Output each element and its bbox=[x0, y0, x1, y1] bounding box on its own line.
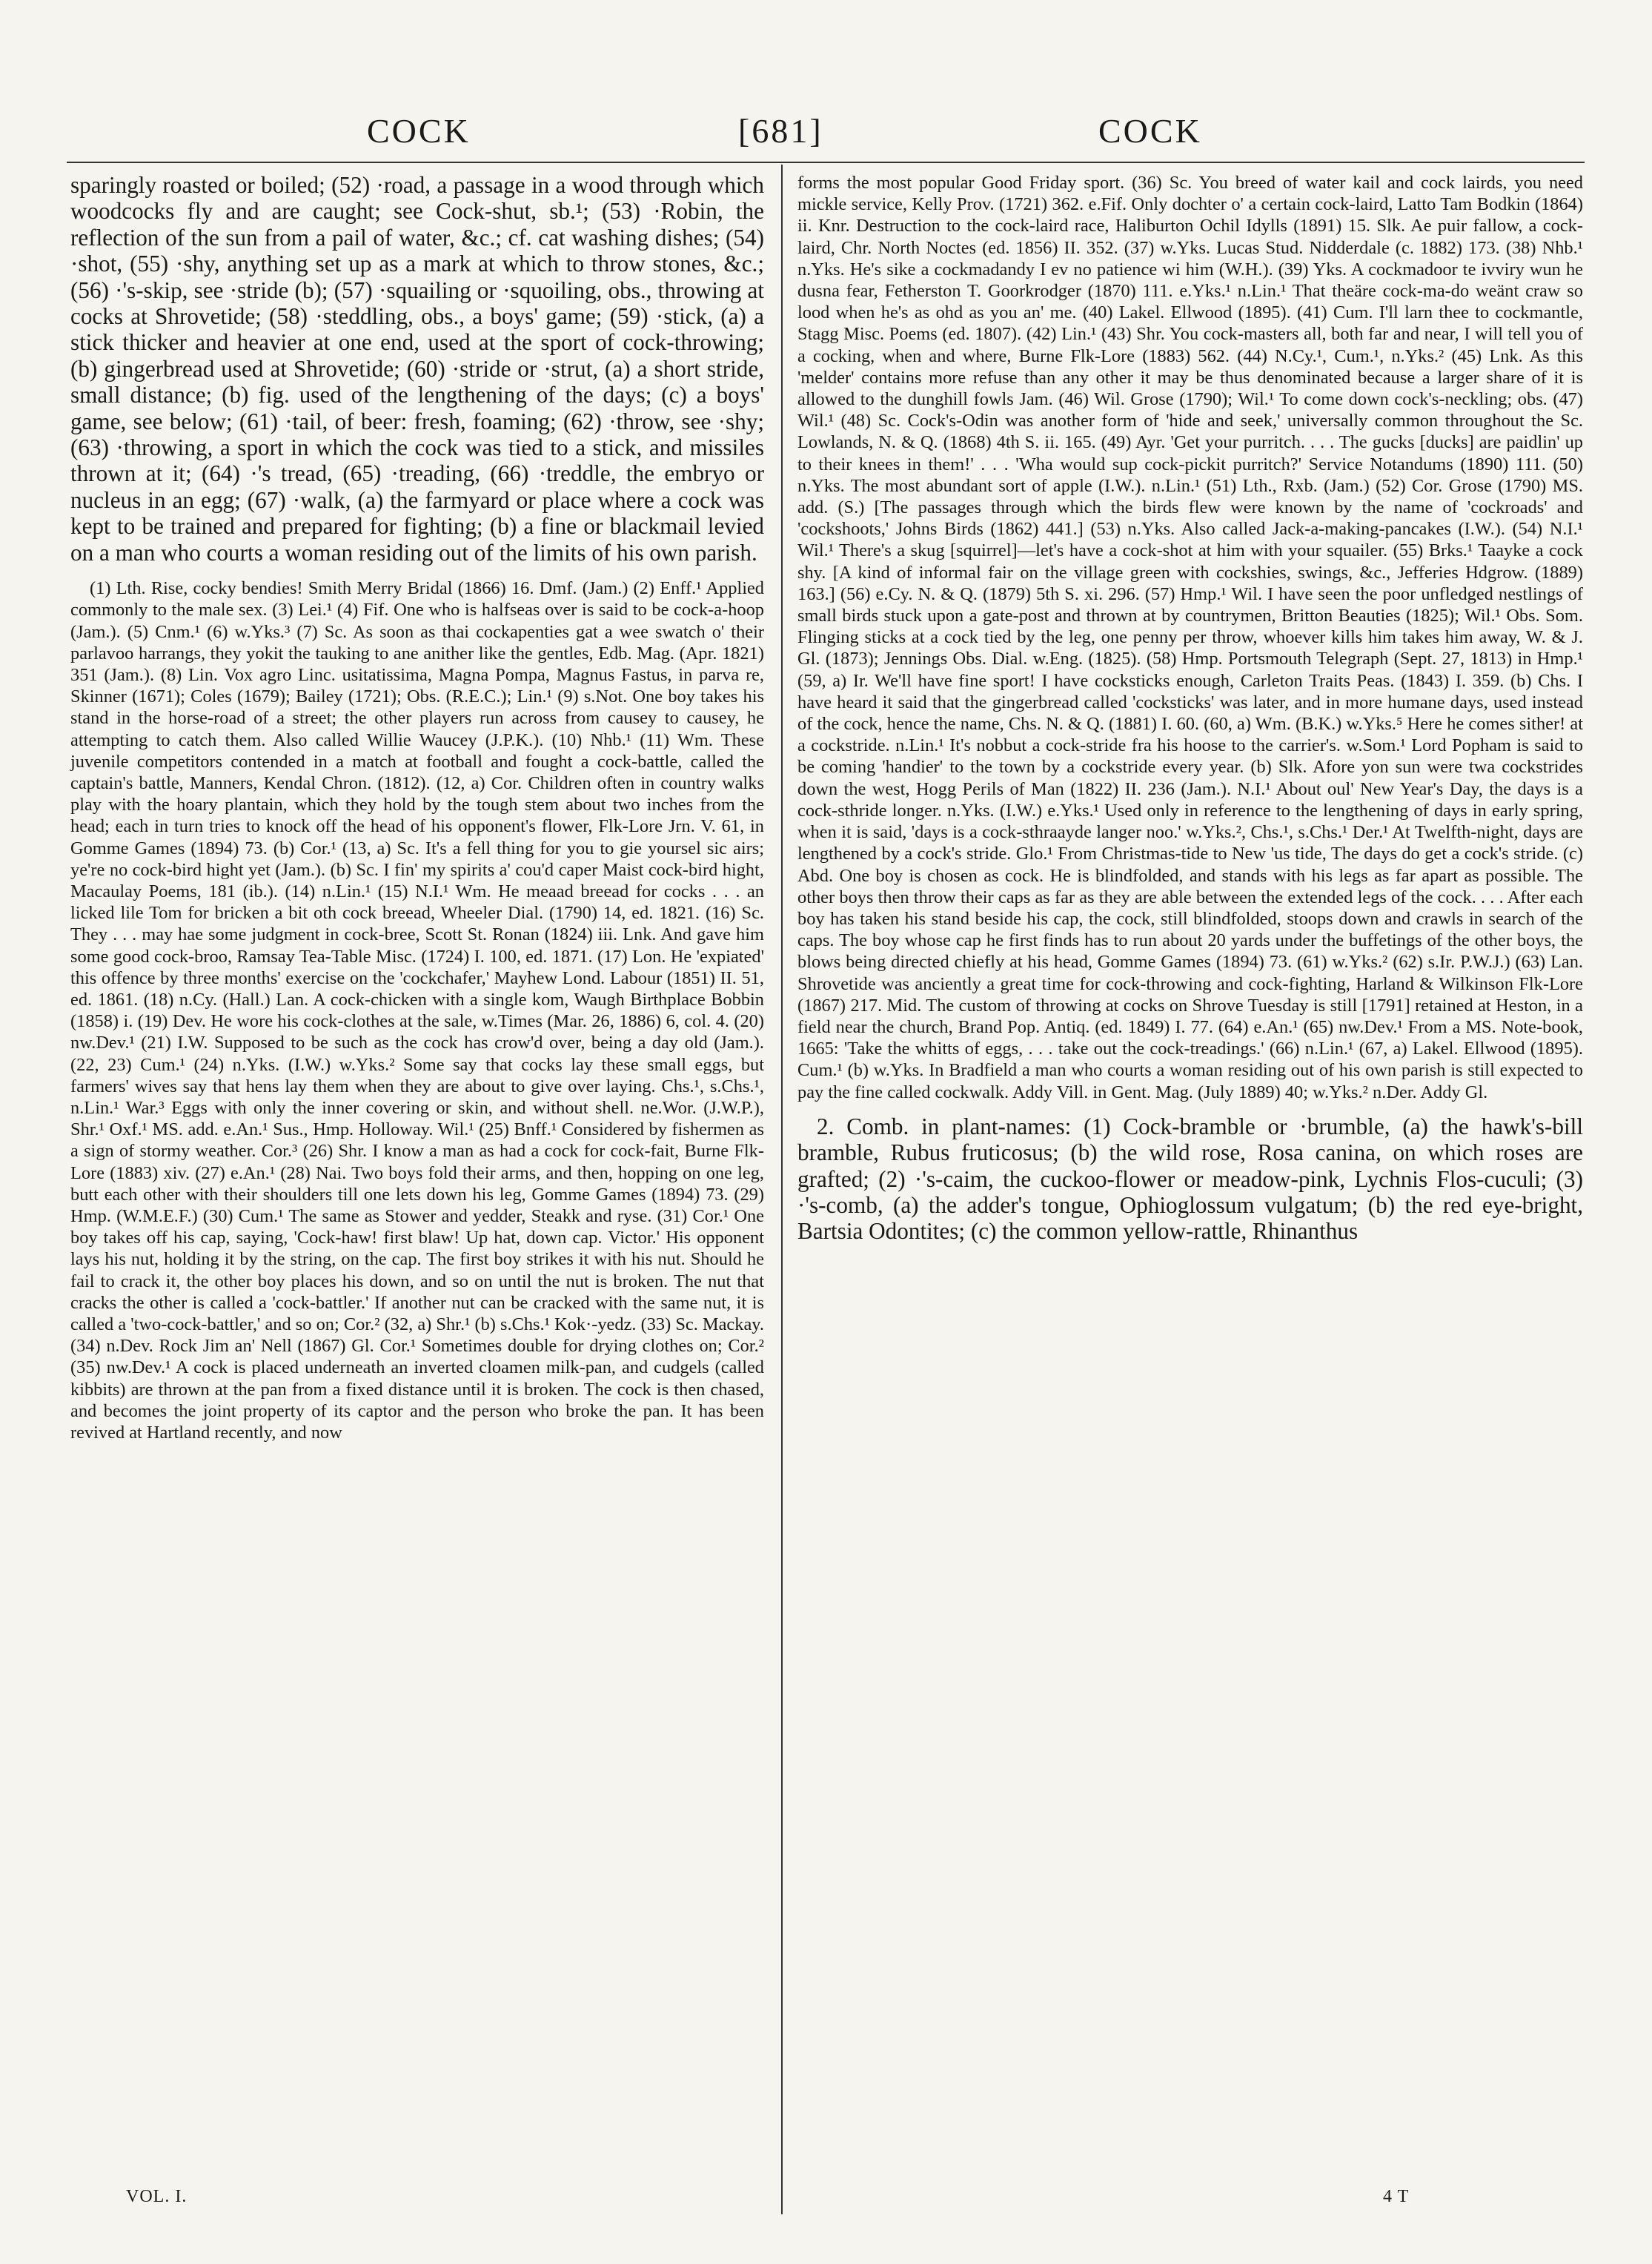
left-column bbox=[70, 172, 764, 1443]
column-divider bbox=[781, 165, 783, 2214]
volume-label: VOL. I. bbox=[126, 2187, 188, 2206]
header-rule bbox=[67, 162, 1585, 163]
definition-paragraph: sparingly roasted or boiled; (52) ·road, a passage in a wood through which woodcocks fly and are caught; see Cock-shut, sb.¹; (53) ·Robin, the reflection of the sun from a pail of water, &c.; cf. cat washing dishes; (54) ·shot, (55) ·shy, anything set up as a mark at which to throw stones, &c.; (56) ·'s-skip, see ·stride (b); (57) ·squailing or ·squoiling, obs., throwing at cocks at Shrovetide; (58) ·steddling, obs., a boys' game; (59) ·stick, (a) a stick thicker and heavier at one end, used at the sport of cock-throwing; (b) gingerbread used at Shrovetide; (60) ·stride or ·strut, (a) a short stride, small distance; (b) fig. used of the lengthening of the days; (c) a boys' game, see below; (61) ·tail, of beer: fresh, foaming; (62) ·throw, see ·shy; (63) ·throwing, a sport in which the cock was tied to a stick, and missiles thrown at it; (64) ·'s tread, (65) ·treading, (66) ·treddle, the embryo or nucleus in an egg; (67) ·walk, (a) the farmyard or place where a cock was kept to be trained and prepared for fighting; (b) a fine or blackmail levied on a man who courts a woman residing out of the limits of his own parish. bbox=[70, 172, 764, 566]
citations-paragraph: (1) Lth. Rise, cocky bendies! Smith Merry Bridal (1866) 16. Dmf. (Jam.) (2) Enff.¹ Applied commonly to the male sex. (3) Lei.¹ (4) Fif. One who is halfseas over is said to be cock-a-hoop (Jam.). (5) Cnm.¹ (6) w.Yks.³ (7) Sc. As soon as thai cockapenties gat a wee swatch o' their parlavoo harrangs, they yokit the tauking to ane anither like the gentles, Edb. Mag. (Apr. 1821) 351 (Jam.). (8) Lin. Vox agro Linc. usitatissima, Magna Pompa, Magnus Fastus, in parva re, Skinner (1671); Coles (1679); Bailey (1721); Obs. (R.E.C.); Lin.¹ (9) s.Not. One boy takes his stand in the horse-road of a street; the other players run across from causey to causey, he attempting to catch them. Also called Willie Waucey (J.P.K.). (10) Nhb.¹ (11) Wm. These juvenile competitors contended in a match at football and fought a cock-battle, called the captain's battle, Manners, Kendal Chron. (1812). (12, a) Cor. Children often in country walks play with the hoary plantain, which they hold by the tough stem about two inches from the head; each in turn tries to knock off the head of his opponent's flower, Flk-Lore Jrn. V. 61, in Gomme Games (1894) 73. (b) Cor.¹ (13, a) Sc. It's a fell thing for you to gie yoursel sic airs; ye're no cock-bird hight yet (Jam.). (b) Sc. I fin' my spirits a' cou'd caper Maist cock-bird hight, Macaulay Poems, 181 (ib.). (14) n.Lin.¹ (15) N.I.¹ Wm. He meaad breead for cocks . . . an licked lile Tom for bricken a bit oth cock breead, Wheeler Dial. (1790) 14, ed. 1821. (16) Sc. They . . . may hae some judgment in cock-bree, Scott St. Ronan (1824) iii. Lnk. And gave him some good cock-broo, Ramsay Tea-Table Misc. (1724) I. 100, ed. 1871. (17) Lon. He 'expiated' this offence by three months' exercise on the 'cockchafer,' Mayhew Lond. Labour (1851) II. 51, ed. 1861. (18) n.Cy. (Hall.) Lan. A cock-chicken with a single kom, Waugh Birthplace Bobbin (1858) i. (19) Dev. He wore his cock-clothes at the sale, w.Times (Mar. 26, 1886) 6, col. 4. (20) nw.Dev.¹ (21) I.W. Supposed to be such as the cock has crow'd over, being a day old (Jam.). (22, 23) Cum.¹ (24) n.Yks. (I.W.) w.Yks.² Some say that cocks lay these small eggs, but farmers' wives say that hens lay them when they are about to give over laying. Chs.¹, s.Chs.¹, n.Lin.¹ War.³ Eggs with only the inner covering or skin, and without shell. ne.Wor. (J.W.P.), Shr.¹ Oxf.¹ MS. add. e.An.¹ Sus., Hmp. Holloway. Wil.¹ (25) Bnff.¹ Considered by fishermen as a sign of stormy weather. Cor.³ (26) Shr. I know a man as had a cock for cock-fait, Burne Flk-Lore (1883) xiv. (27) e.An.¹ (28) Nai. Two boys fold their arms, and then, hopping on one leg, butt each other with their shoulders till one lets down his leg, Gomme Games (1894) 73. (29) Hmp. (W.M.E.F.) (30) Cum.¹ The same as Stower and yedder, Steakk and ryse. (31) Cor.¹ One boy takes off his cap, saying, 'Cock-haw! first blaw! Up hat, down cap. Victor.' His opponent lays his nut, holding it by the string, on the cap. The first boy strikes it with his nut. Should he fail to crack it, the other boy places his down, and so on until the nut is broken. The nut that cracks the other is called a 'cock-battler.' If another nut can be cracked with the same nut, it is called a 'two-cock-battler,' and so on; Cor.² (32, a) Shr.¹ (b) s.Chs.¹ Kok·-yedz. (33) Sc. Mackay. (34) n.Dev. Rock Jim an' Nell (1867) Gl. Cor.¹ Sometimes double for drying clothes on; Cor.² (35) nw.Dev.¹ A cock is placed underneath an inverted cloamen milk-pan, and cudgels (called kibbits) are thrown at the pan from a fixed distance until it is broken. The cock is then chased, and becomes the joint property of its captor and the person who broke the pan. It has been revived at Hartland recently, and now bbox=[70, 578, 764, 1443]
right-column bbox=[797, 172, 1583, 1245]
combination-paragraph: 2. Comb. in plant-names: (1) Cock-bramble or ·brumble, (a) the hawk's-bill bramble, Rubus fruticosus; (b) the wild rose, Rosa canina, on which roses are grafted; (2) ·'s-caim, the cuckoo-flower or meadow-pink, Lychnis Flos-cuculi; (3) ·'s-comb, (a) the adder's tongue, Ophioglossum vulgatum; (b) the red eye-bright, Bartsia Odontites; (c) the common yellow-rattle, Rhinanthus bbox=[797, 1113, 1583, 1245]
signature-mark: 4 T bbox=[1383, 2187, 1410, 2206]
page-number: [681] bbox=[738, 112, 823, 150]
running-head-right: COCK bbox=[1098, 112, 1202, 150]
running-head-left: COCK bbox=[367, 112, 471, 150]
citations-continued: forms the most popular Good Friday sport. (36) Sc. You breed of water kail and cock lairds, you need mickle service, Kelly Prov. (1721) 362. e.Fif. Only dochter o' a certain cock-laird, Latto Tam Bodkin (1864) ii. Knr. Destruction to the cock-laird race, Haliburton Ochil Idylls (1891) 15. Slk. Ae puir fallow, a cock-laird, Chr. North Noctes (ed. 1856) II. 352. (37) w.Yks. Lucas Stud. Nidderdale (c. 1882) 173. (38) Nhb.¹ n.Yks. He's sike a cockmadandy I ev no patience wi him (W.H.). (39) Yks. A cockmadoor te ivviry wun he dusna fear, Fetherston T. Goorkrodger (1870) 111. e.Yks.¹ n.Lin.¹ That theäre cock-ma-do weänt craw so lood when he's as ohd as you an' me. (40) Lakel. Ellwood (1895). (41) Cum. I'll larn thee to cockmantle, Stagg Misc. Poems (ed. 1807). (42) Lin.¹ (43) Shr. You cock-masters all, both far and near, I will tell you of a cocking, when and where, Burne Flk-Lore (1883) 562. (44) N.Cy.¹, Cum.¹, n.Yks.² (45) Lnk. As this 'melder' contains more refuse than any other it may be thus denominated because a larger share of it is allowed to the dunghill fowls Jam. (46) Wil. Grose (1790); Wil.¹ To come down cock's-neckling; obs. (47) Wil.¹ (48) Sc. Cock's-Odin was another form of 'hide and seek,' universally common throughout the Sc. Lowlands, N. & Q. (1868) 4th S. ii. 165. (49) Ayr. 'Get your purritch. . . . The gucks [ducks] are paidlin' up to their knees in them!' . . . 'Wha would sup cock-pickit purritch?' Service Notandums (1890) 111. (50) n.Yks. The most abundant sort of apple (I.W.). n.Lin.¹ (51) Lth., Rxb. (Jam.) (52) Cor. Grose (1790) MS. add. (S.) [The passages through which the birds flew were known by the name of 'cockroads' and 'cockshoots,' Johns Birds (1862) 441.] (53) n.Yks. Also called Jack-a-making-pancakes (I.W.). (54) N.I.¹ Wil.¹ There's a skug [squirrel]—let's have a cock-shot at him with your squailer. (55) Brks.¹ Taayke a cock shy. [A kind of informal fair on the village green with cockshies, swings, &c., Jefferies Hdgrow. (1889) 163.] (56) e.Cy. N. & Q. (1879) 5th S. xi. 296. (57) Hmp.¹ Wil. I have seen the poor unfledged nestlings of small birds stuck upon a gate-post and thrown at by countrymen, Britton Beauties (1825); Wil.¹ Obs. Som. Flinging sticks at a cock tied by the leg, one penny per throw, whoever kills him takes him away, W. & J. Gl. (1873); Jennings Obs. Dial. w.Eng. (1825). (58) Hmp. Portsmouth Telegraph (Sept. 27, 1813) in Hmp.¹ (59, a) Ir. We'll have fine sport! I have cocksticks enough, Carleton Traits Peas. (1843) I. 359. (b) Chs. I have heard it said that the gingerbread called 'cocksticks' was later, and in more humane days, used instead of the cock, hence the name, Chs. N. & Q. (1881) I. 60. (60, a) Wm. (B.K.) w.Yks.⁵ Here he comes sither! at a cockstride. n.Lin.¹ It's nobbut a cock-stride fra his hoose to the carrier's. w.Som.¹ Lord Popham is said to be coming 'handier' to the town by a cockstride every year. (b) Slk. Afore yon sun were twa cockstrides down the west, Hogg Perils of Man (1822) II. 236 (Jam.). N.I.¹ About oul' New Year's Day, the days is a cock-sthride longer. n.Yks. (I.W.) e.Yks.¹ Used only in reference to the lengthening of days in early spring, when it is said, 'days is a cock-sthraayde langer noo.' w.Yks.², Chs.¹, s.Chs.¹ Der.¹ At Twelfth-night, days are lengthened by a cock's stride. Glo.¹ From Christmas-tide to New 'us tide, The days do get a cock's stride. (c) Abd. One boy is chosen as cock. He is blindfolded, and stands with his legs as far apart as possible. The other boys then throw their caps as far as they are able between the extended legs of the cock. . . . After each boy has taken his stand beside his cap, the cock, still blindfolded, stoops down and crawls in search of the caps. The boy whose cap he first finds has to run about 20 yards under the buffetings of the other boys, the blows being directed chiefly at his head, Gomme Games (1894) 73. (61) w.Yks.² (62) s.Ir. P.W.J.) (63) Lan. Shrovetide was anciently a great time for cock-throwing and cock-fighting, Harland & Wilkinson Flk-Lore (1867) 217. Mid. The custom of throwing at cocks on Shrove Tuesday is still [1791] retained at Heston, in a field near the church, Brand Pop. Antiq. (ed. 1849) I. 77. (64) e.An.¹ (65) nw.Dev.¹ From a MS. Note-book, 1665: 'Take the whitts of eggs, . . . take out the cock-treadings.' (66) n.Lin.¹ (67, a) Lakel. Ellwood (1895). Cum.¹ (b) w.Yks. In Bradfield a man who courts a woman residing out of his own parish is still expected to pay the fine called cockwalk. Addy Vill. in Gent. Mag. (July 1889) 40; w.Yks.² n.Der. Addy Gl. bbox=[797, 173, 1583, 1102]
